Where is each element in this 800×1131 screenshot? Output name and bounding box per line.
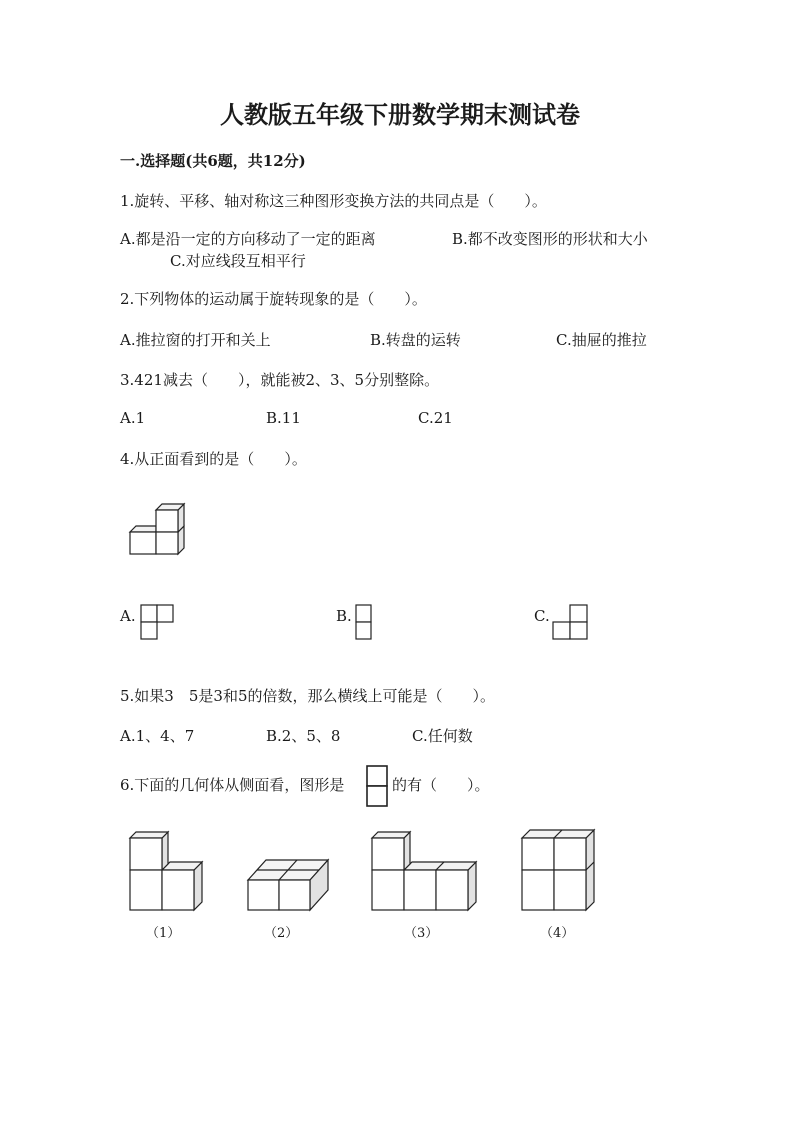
question-3-option-b: B.11 [266,409,301,427]
question-4-cube-figure [128,504,190,556]
question-6-stem-after: 的有（ ）。 [392,776,490,794]
question-6-label-1: （1） [146,926,181,941]
question-5-option-c: C.任何数 [412,727,473,745]
question-6-inline-shape-icon [366,765,388,807]
question-5-stem: 5.如果3 5是3和5的倍数，那么横线上可能是（ ）。 [120,687,495,705]
question-5-option-a: A.1、4、7 [120,727,195,745]
question-6-label-4: （4） [540,926,575,941]
question-1-option-c: C.对应线段互相平行 [170,252,306,270]
question-4-option-c: C. [534,607,550,625]
question-4-option-b-view-icon [355,604,373,640]
question-1-stem: 1.旋转、平移、轴对称这三种图形变换方法的共同点是（ ）。 [120,192,547,210]
question-2-option-b: B.转盘的运转 [370,331,461,349]
question-4-option-b: B. [336,607,352,625]
question-5-option-b: B.2、5、8 [266,727,341,745]
question-1-option-a: A.都是沿一定的方向移动了一定的距离 [120,230,376,248]
question-6-solid-3 [370,836,480,914]
question-2-option-c: C.抽屉的推拉 [556,331,647,349]
question-3-stem: 3.421减去（ ），就能被2、3、5分别整除。 [120,371,440,389]
question-4-option-a-view-icon [140,604,174,640]
question-4-option-c-view-icon [552,604,588,640]
question-6-label-2: （2） [264,926,299,941]
question-6-solid-4 [520,836,600,914]
question-2-stem: 2.下列物体的运动属于旋转现象的是（ ）。 [120,290,427,308]
question-6-solid-2 [246,856,332,914]
question-6-solid-1 [128,836,208,914]
page-title: 人教版五年级下册数学期末测试卷 [220,100,580,129]
question-3-option-c: C.21 [418,409,453,427]
question-6-label-3: （3） [404,926,439,941]
question-1-option-b: B.都不改变图形的形状和大小 [452,230,648,248]
question-6-stem-before: 6.下面的几何体从侧面看，图形是 [120,776,345,794]
question-2-option-a: A.推拉窗的打开和关上 [120,331,271,349]
question-4-stem: 4.从正面看到的是（ ）。 [120,450,307,468]
question-4-option-a: A. [120,607,136,625]
question-3-option-a: A.1 [120,409,146,427]
section-heading: 一.选择题(共6题，共12分) [120,152,306,170]
